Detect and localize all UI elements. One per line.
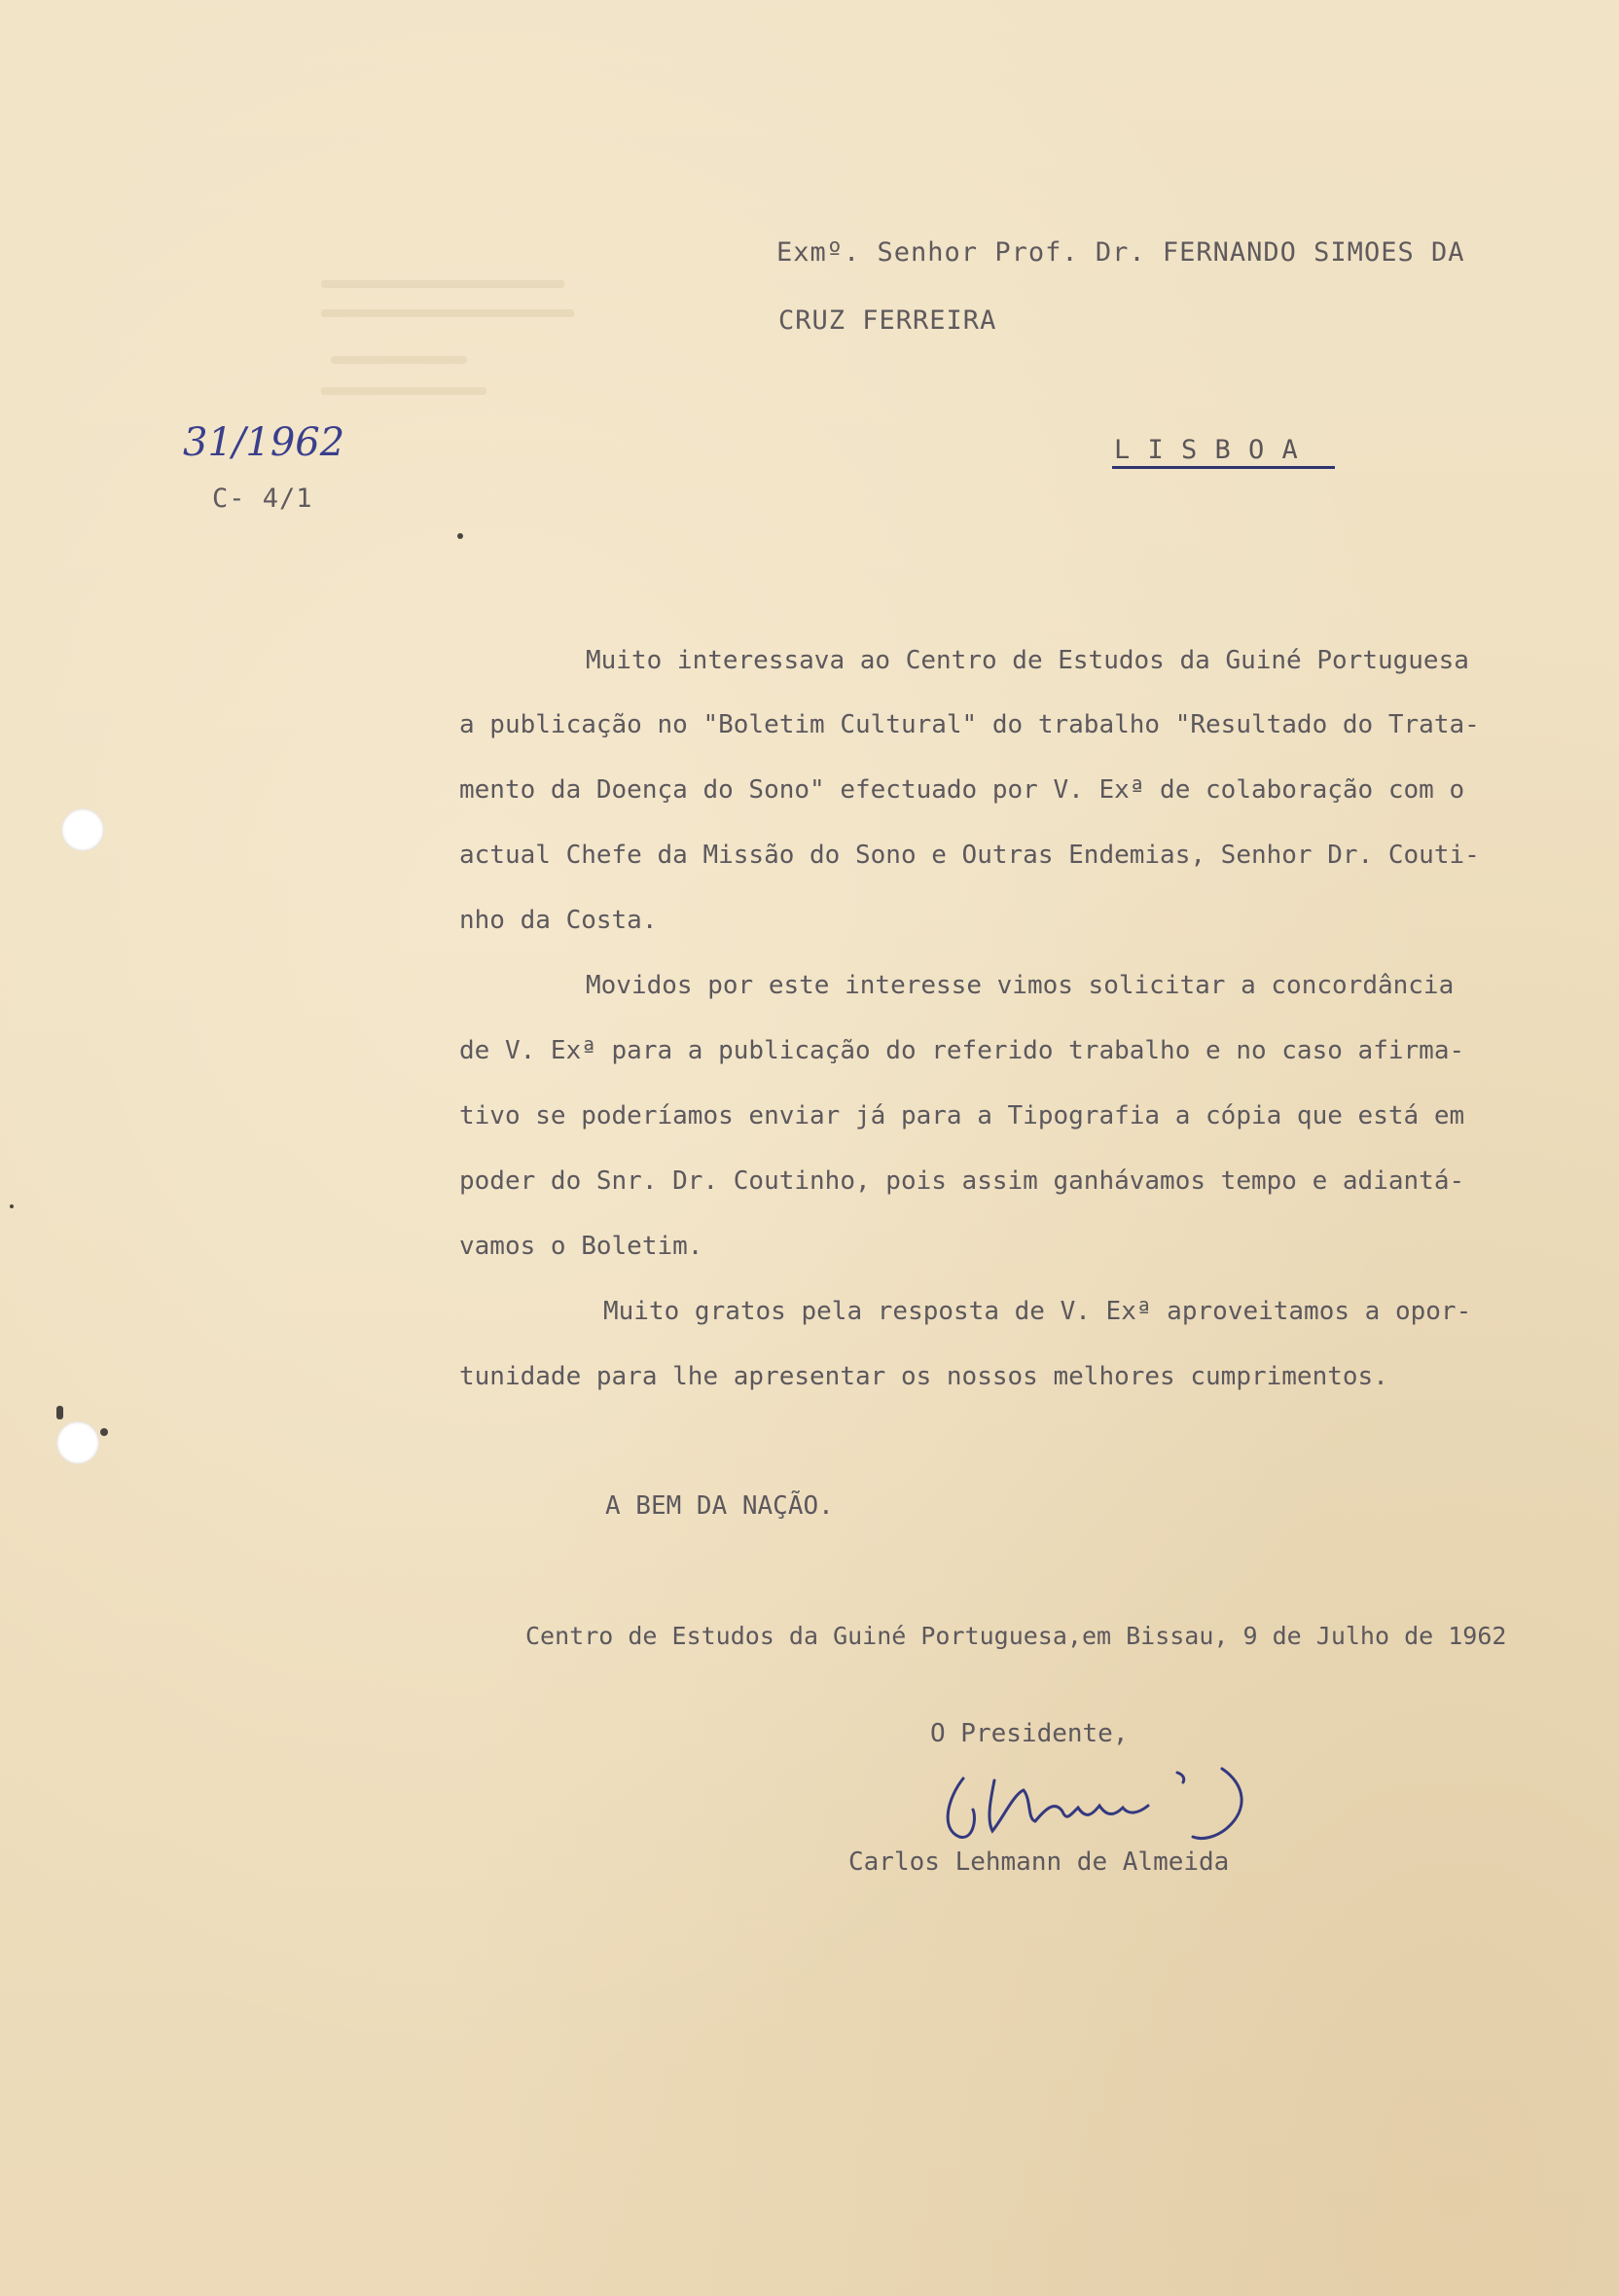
punch-hole-lower [56,1421,99,1464]
bleed-through-mark [321,309,574,317]
paragraph-3-line: Muito gratos pela resposta de V. Exª aproveitamos a opor- [603,1297,1472,1326]
city-underline [1112,466,1335,469]
bleed-through-mark [321,387,486,395]
paragraph-1-line: actual Chefe da Missão do Sono e Outras Endemias, Senhor Dr. Couti- [459,841,1480,870]
paragraph-1-line: mento da Doença do Sono" efectuado por V. Exª de colaboração com o [459,775,1465,805]
closing-motto: A BEM DA NAÇÃO. [605,1491,834,1521]
ink-speck [457,533,463,539]
place-and-date: Centro de Estudos da Guiné Portuguesa,em Bissau, 9 de Julho de 1962 [525,1622,1507,1650]
paragraph-1-line: nho da Costa. [459,906,658,935]
president-title: O Presidente, [930,1719,1129,1748]
signature [934,1751,1323,1858]
handwritten-reference-number: 31/1962 [183,420,345,465]
paragraph-3-line: tunidade para lhe apresentar os nossos melhores cumprimentos. [459,1362,1388,1391]
paragraph-2-line: poder do Snr. Dr. Coutinho, pois assim ganhávamos tempo e adiantá- [459,1166,1465,1196]
signatory-name: Carlos Lehmann de Almeida [848,1848,1230,1877]
paragraph-2-line: de V. Exª para a publicação do referido trabalho e no caso afirma- [459,1036,1465,1065]
paragraph-2-line: Movidos por este interesse vimos solicitar a concordância [586,971,1455,1000]
bleed-through-mark [331,356,467,364]
addressee-line-2: CRUZ FERREIRA [778,305,997,336]
ink-speck [56,1406,63,1419]
paragraph-1-line: Muito interessava ao Centro de Estudos da Guiné Portuguesa [586,646,1469,675]
addressee-line-1: Exmº. Senhor Prof. Dr. FERNANDO SIMOES DA [776,237,1465,268]
paragraph-2-line: tivo se poderíamos enviar já para a Tipografia a cópia que está em [459,1101,1465,1130]
ink-speck [10,1204,14,1208]
bleed-through-mark [321,280,564,288]
addressee-city: L I S B O A [1114,435,1299,465]
file-code: C- 4/1 [212,484,313,514]
paragraph-2-line: vamos o Boletim. [459,1232,703,1261]
punch-hole-upper [61,808,104,851]
ink-speck [100,1428,108,1436]
paragraph-1-line: a publicação no "Boletim Cultural" do trabalho "Resultado do Trata- [459,710,1480,739]
